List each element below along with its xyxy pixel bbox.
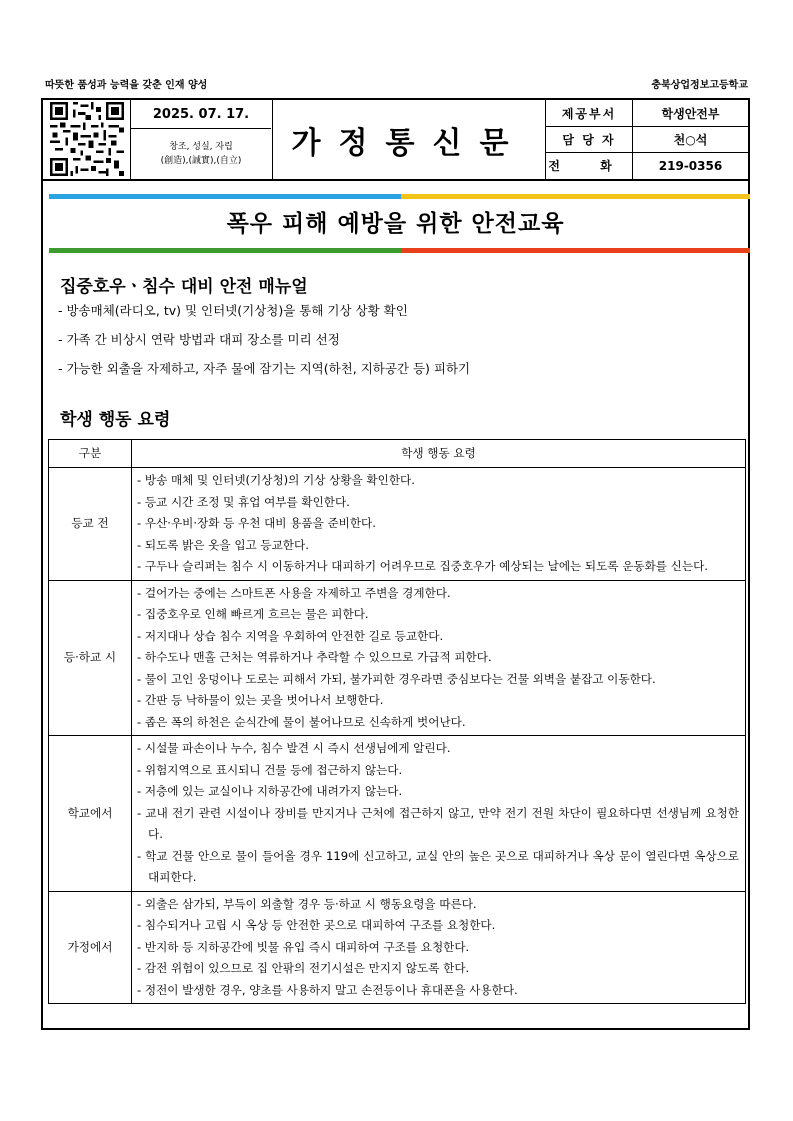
list-item: - 감전 위험이 있으므로 집 안팎의 전기시설은 만지지 않도록 한다. [137, 961, 470, 975]
color-bar-green [49, 248, 401, 253]
info-value: 천○석 [673, 132, 708, 147]
guide-title: 학생 행동 요령 [60, 410, 171, 430]
qr-code-icon [48, 102, 126, 176]
info-value: 219-0356 [658, 158, 723, 173]
list-item: - 우산·우비·장화 등 우천 대비 용품을 준비한다. [137, 516, 376, 530]
row-items [132, 891, 746, 1004]
color-bar-red [401, 248, 750, 253]
info-row-contact-person [546, 126, 748, 153]
list-item: - 저지대나 상습 침수 지역을 우회하여 안전한 길로 등교한다. [137, 628, 444, 643]
row-items [132, 468, 746, 581]
manual-item: - 가능한 외출을 자제하고, 자주 물에 잠기는 지역(하천, 지하공간 등) 피하기 [58, 361, 471, 376]
row-category: 등·하교 시 [49, 580, 132, 736]
list-item: - 하수도나 맨홀 근처는 역류하거나 추락할 수 있으므로 가급적 피한다. [137, 650, 492, 664]
list-item: - 학교 건물 안으로 물이 들어올 경우 119에 신고하고, 교실 안의 높은 곳으로 대피하거나 옥상 문이 열린다면 옥상으로 대피한다. [137, 848, 739, 884]
info-label: 전 화 [546, 152, 633, 179]
school-motto [131, 129, 271, 179]
row-items [132, 736, 746, 892]
list-item: - 교내 전기 관련 시설이나 장비를 만지거나 근처에 접근하지 않고, 만약 전기 전원 차단이 필요하다면 선생님께 요청한다. [137, 805, 739, 841]
motto-hanja: (創造),(誠實),(自立) [160, 156, 242, 166]
list-item: - 집중호우로 인해 빠르게 흐르는 물은 피한다. [137, 607, 369, 621]
list-item: - 저층에 있는 교실이나 지하공간에 내려가지 않는다. [137, 784, 403, 798]
issue-date: 2025. 07. 17. [131, 100, 271, 129]
info-row-phone [546, 152, 748, 179]
list-item: - 외출은 삼가되, 부득이 외출할 경우 등·하교 시 행동요령을 따른다. [137, 896, 477, 911]
list-item: - 정전이 발생한 경우, 양초를 사용하지 말고 손전등이나 휴대폰을 사용한다. [137, 982, 518, 997]
list-item: - 좁은 폭의 하천은 순식간에 물이 불어나므로 신속하게 벗어난다. [137, 714, 466, 729]
list-item: - 물이 고인 웅덩이나 도로는 피해서 가되, 불가피한 경우라면 중심보다는 건물 외벽을 붙잡고 이동한다. [137, 671, 656, 686]
info-value: 학생안전부 [661, 106, 720, 121]
list-item: - 등교 시간 조정 및 휴업 여부를 확인한다. [137, 494, 350, 509]
manual-item: - 방송매체(라디오, tv) 및 인터넷(기상청)을 통해 기상 상황 확인 [58, 303, 408, 318]
motto-korean: 창조, 성실, 자립 [169, 142, 233, 152]
info-label: 담 당 자 [546, 126, 633, 152]
list-item: - 반지하 등 지하공간에 빗물 유입 즉시 대피하여 구조를 요청한다. [137, 939, 470, 954]
newsletter-frame [41, 98, 750, 1030]
list-item: - 간판 등 낙하물이 있는 곳을 벗어나서 보행한다. [137, 693, 384, 707]
list-item: - 방송 매체 및 인터넷(기상청)의 기상 상황을 확인한다. [137, 473, 415, 487]
table-row [49, 736, 746, 892]
list-item: - 되도록 밝은 옷을 입고 등교한다. [137, 537, 309, 552]
info-label: 제공부서 [546, 100, 633, 126]
row-category: 등교 전 [49, 468, 132, 581]
table-header-row [49, 440, 746, 468]
manual-title: 집중호우ㆍ침수 대비 안전 매뉴얼 [60, 277, 308, 297]
newsletter-title: 가정통신문 [291, 125, 527, 161]
row-category: 가정에서 [49, 891, 132, 1004]
list-item: - 시설물 파손이나 누수, 침수 발견 시 즉시 선생님에게 알린다. [137, 741, 451, 755]
main-title: 폭우 피해 예방을 위한 안전교육 [226, 210, 565, 237]
school-name: 충북상업정보고등학교 [651, 80, 748, 91]
newsletter-header [43, 100, 748, 181]
column-header-category: 구분 [49, 440, 132, 468]
student-guide-table [48, 439, 746, 1004]
table-row [49, 891, 746, 1004]
school-slogan: 따뜻한 품성과 능력을 갖춘 인재 양성 [45, 80, 208, 91]
list-item: - 구두나 슬리퍼는 침수 시 이동하거나 대피하기 어려우므로 집중호우가 예상되는 날에는 되도록 운동화를 신는다. [137, 559, 708, 573]
row-category: 학교에서 [49, 736, 132, 892]
list-item: - 걸어가는 중에는 스마트폰 사용을 자제하고 주변을 경계한다. [137, 585, 451, 600]
list-item: - 침수되거나 고립 시 옥상 등 안전한 곳으로 대피하여 구조를 요청한다. [137, 918, 496, 932]
manual-item: - 가족 간 비상시 연락 방법과 대피 장소를 미리 선정 [58, 332, 340, 347]
row-items [132, 580, 746, 736]
list-item: - 위험지역으로 표시되니 건물 등에 접근하지 않는다. [137, 762, 403, 777]
column-header-items: 학생 행동 요령 [132, 440, 746, 468]
table-row [49, 468, 746, 581]
table-row [49, 580, 746, 736]
info-table [546, 100, 748, 179]
info-row-department [546, 100, 748, 127]
